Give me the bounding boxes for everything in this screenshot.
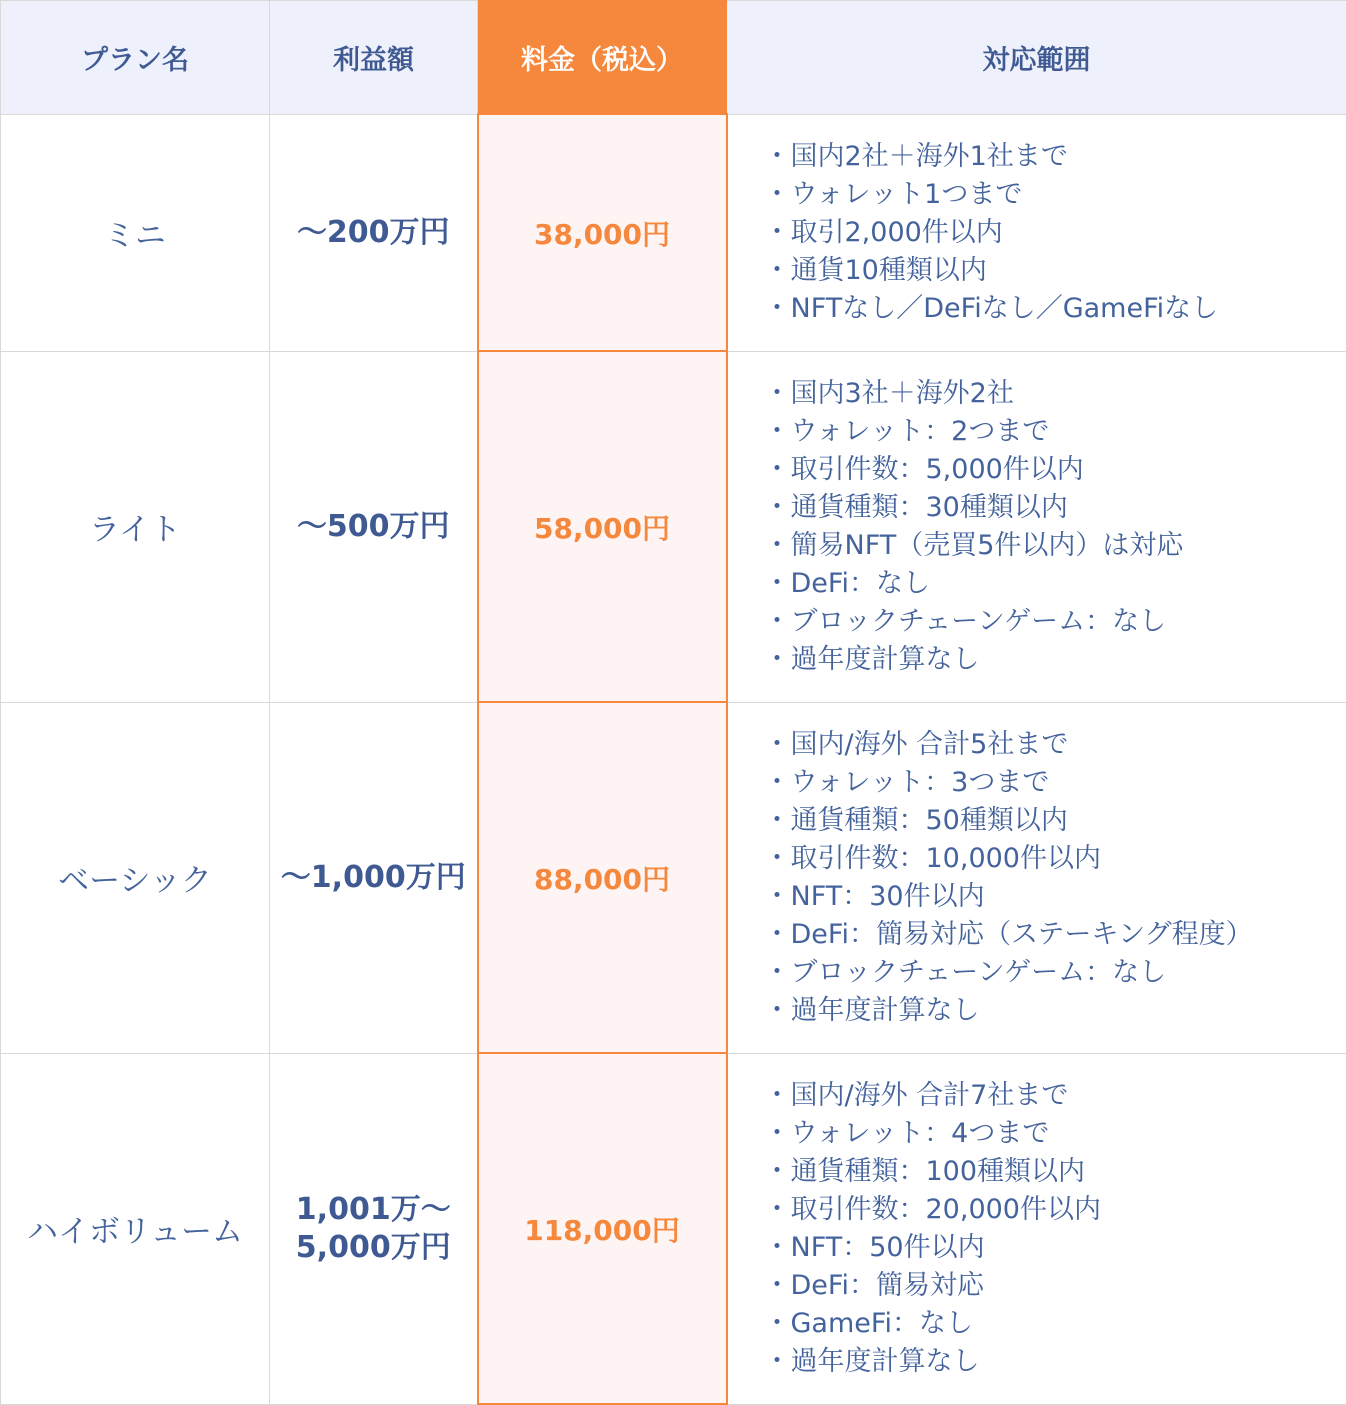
scope-item: ・ 過年度計算なし (764, 641, 1346, 679)
profit-line: 5,000万円 (270, 1229, 477, 1267)
scope-item: ・ ウォレット：2つまで (764, 413, 1346, 451)
scope-list (727, 1053, 1346, 1404)
profit-line: 〜500万円 (270, 508, 477, 546)
scope-item: ・ DeFi：簡易対応 (764, 1267, 1346, 1305)
fee-value: 118,000円 (478, 1053, 727, 1404)
scope-item: ・ 取引件数：10,000件以内 (764, 840, 1346, 878)
scope-item: ・ 過年度計算なし (764, 1343, 1346, 1381)
scope-item: ・ 国内/海外 合計5社まで (764, 726, 1346, 764)
scope-item: ・ 簡易NFT（売買5件以内）は対応 (764, 527, 1346, 565)
scope-item: ・ 通貨10種類以内 (764, 252, 1346, 290)
scope-item: ・ ブロックチェーンゲーム：なし (764, 954, 1346, 992)
profit-range (270, 114, 478, 351)
scope-item: ・ 過年度計算なし (764, 992, 1346, 1030)
scope-item: ・ ウォレット：3つまで (764, 764, 1346, 802)
profit-range (270, 1053, 478, 1404)
scope-item: ・ NFT：30件以内 (764, 878, 1346, 916)
scope-item: ・ NFTなし／DeFiなし／GameFiなし (764, 290, 1346, 328)
header-profit: 利益額 (270, 1, 478, 115)
scope-item: ・ GameFi：なし (764, 1305, 1346, 1343)
scope-list (727, 114, 1346, 351)
profit-line: 〜200万円 (270, 214, 477, 252)
profit-line: 〜1,000万円 (270, 859, 477, 897)
header-plan-name: プラン名 (1, 1, 270, 115)
plan-name: ライト (1, 351, 270, 702)
scope-item: ・ 国内2社＋海外1社まで (764, 138, 1346, 176)
scope-item: ・ ウォレット：4つまで (764, 1115, 1346, 1153)
scope-item: ・ 通貨種類：100種類以内 (764, 1153, 1346, 1191)
scope-item: ・ 取引件数：20,000件以内 (764, 1191, 1346, 1229)
scope-item: ・ 取引件数：5,000件以内 (764, 451, 1346, 489)
scope-item: ・ ブロックチェーンゲーム：なし (764, 603, 1346, 641)
plan-name: ハイボリューム (1, 1053, 270, 1404)
header-scope: 対応範囲 (727, 1, 1346, 115)
profit-range (270, 702, 478, 1053)
scope-item: ・ ウォレット1つまで (764, 176, 1346, 214)
scope-item: ・ 国内3社＋海外2社 (764, 375, 1346, 413)
scope-list (727, 351, 1346, 702)
table-row (1, 1053, 1346, 1404)
plan-name: ミニ (1, 114, 270, 351)
header-fee: 料金（税込） (478, 1, 727, 115)
table-row (1, 702, 1346, 1053)
table-header (1, 1, 1346, 115)
scope-item: ・ 通貨種類：50種類以内 (764, 802, 1346, 840)
profit-range (270, 351, 478, 702)
scope-list (727, 702, 1346, 1053)
table-row (1, 114, 1346, 351)
plan-name: ベーシック (1, 702, 270, 1053)
scope-item: ・ 国内/海外 合計7社まで (764, 1077, 1346, 1115)
scope-item: ・ DeFi：なし (764, 565, 1346, 603)
fee-value: 38,000円 (478, 114, 727, 351)
scope-item: ・ DeFi：簡易対応（ステーキング程度） (764, 916, 1346, 954)
profit-line: 1,001万〜 (270, 1191, 477, 1229)
table-row (1, 351, 1346, 702)
fee-value: 58,000円 (478, 351, 727, 702)
scope-item: ・ 通貨種類：30種類以内 (764, 489, 1346, 527)
fee-value: 88,000円 (478, 702, 727, 1053)
scope-item: ・ NFT：50件以内 (764, 1229, 1346, 1267)
scope-item: ・ 取引2,000件以内 (764, 214, 1346, 252)
